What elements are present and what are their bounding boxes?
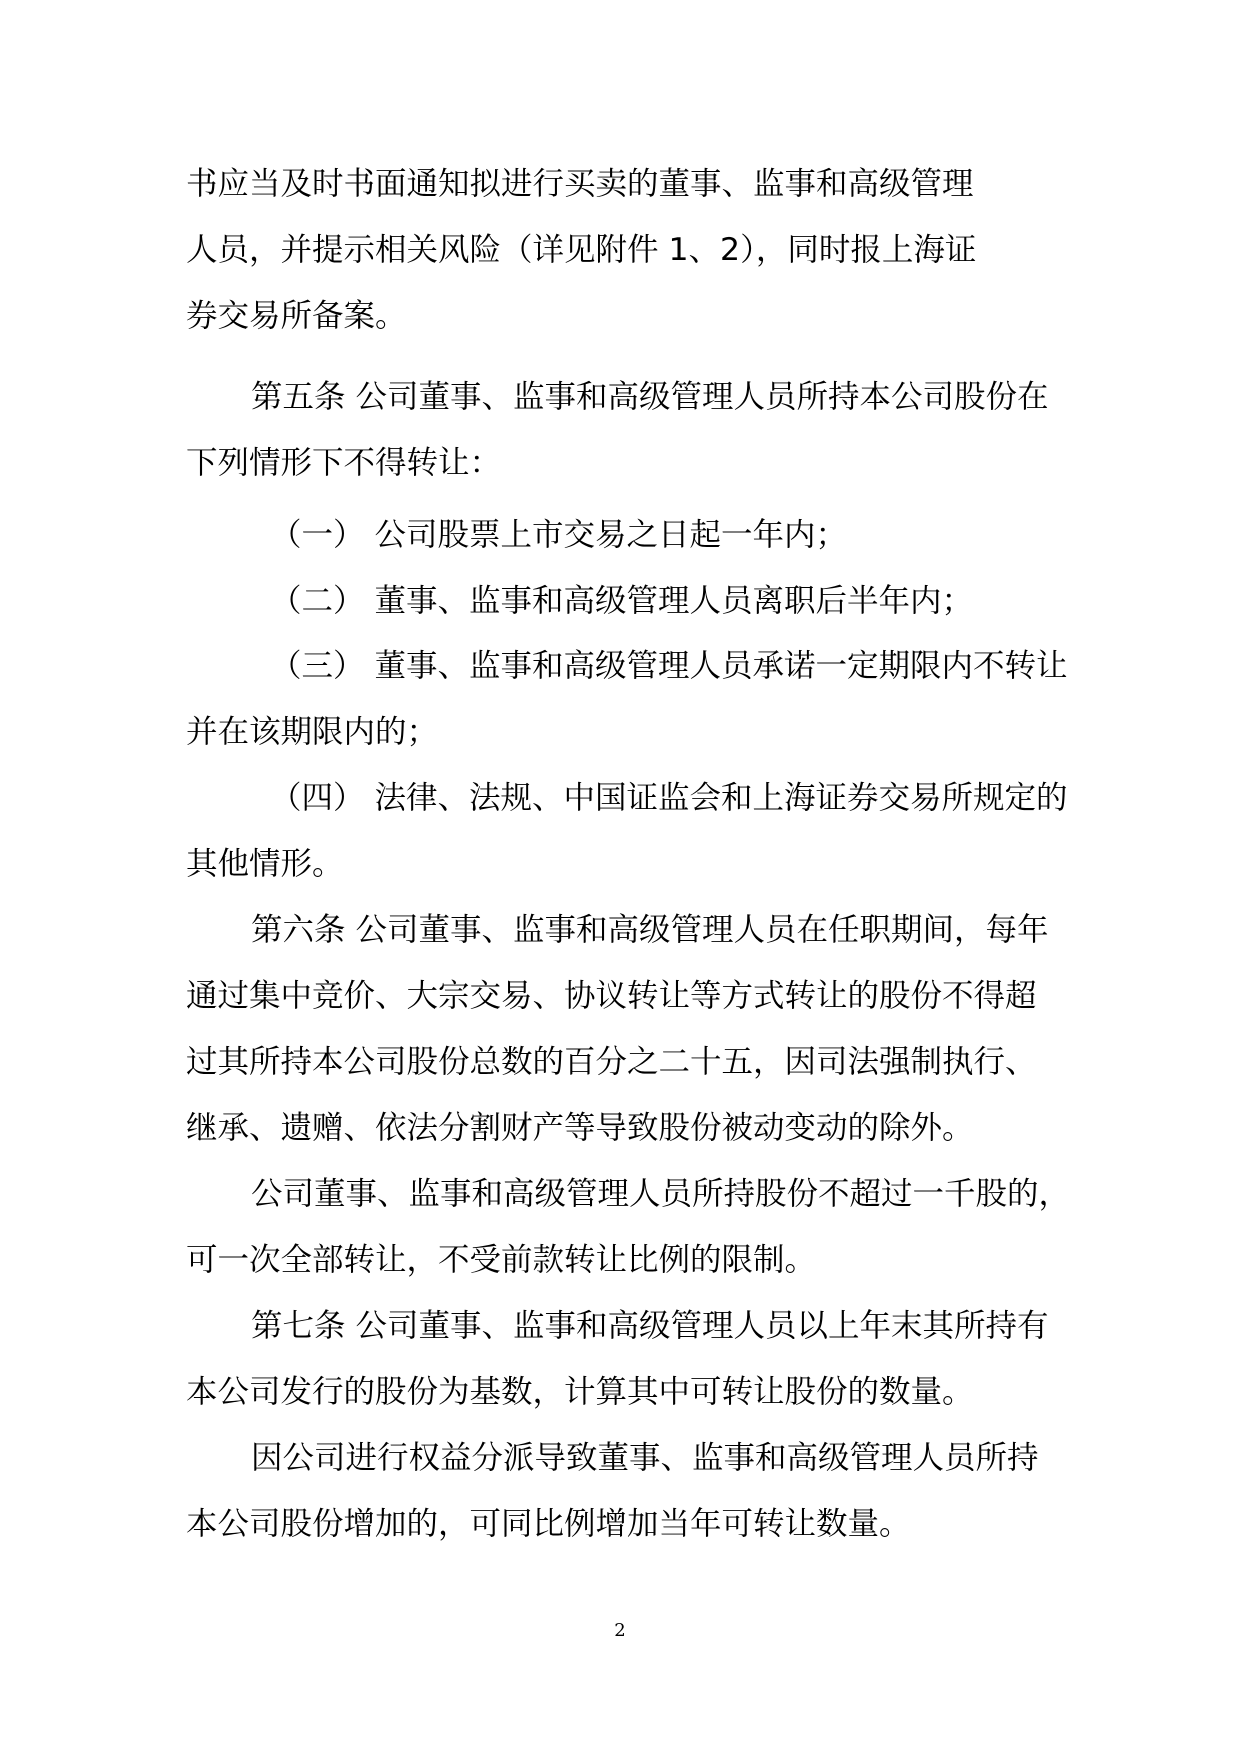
clause-3-line-2: 并在该期限内的； xyxy=(186,714,439,750)
article-6-line-1: 第六条 公司董事、监事和高级管理人员在任职期间，每年 xyxy=(251,912,1049,948)
text-line-2: 人员，并提示相关风险（详见附件 1、2），同时报上海证 xyxy=(186,232,977,268)
paragraph-line-1: 公司董事、监事和高级管理人员所持股份不超过一千股的， xyxy=(251,1176,1071,1212)
article-5-line-2: 下列情形下不得转让： xyxy=(186,445,502,481)
clause-4-line-2: 其他情形。 xyxy=(186,846,344,882)
paragraph-2-line-1: 因公司进行权益分派导致董事、监事和高级管理人员所持 xyxy=(251,1440,1039,1476)
page-number: 2 xyxy=(614,1620,626,1641)
text-line-1: 书应当及时书面通知拟进行买卖的董事、监事和高级管理 xyxy=(186,166,974,202)
article-7-line-2: 本公司发行的股份为基数，计算其中可转让股份的数量。 xyxy=(186,1374,974,1410)
text-line-3: 券交易所备案。 xyxy=(186,298,407,334)
clause-2: （二） 董事、监事和高级管理人员离职后半年内； xyxy=(270,583,974,619)
article-6-line-4: 继承、遗赠、依法分割财产等导致股份被动变动的除外。 xyxy=(186,1110,974,1146)
clause-4-line-1: （四） 法律、法规、中国证监会和上海证券交易所规定的 xyxy=(270,780,1068,816)
article-6-line-3: 过其所持本公司股份总数的百分之二十五，因司法强制执行、 xyxy=(186,1044,1037,1080)
clause-3-line-1: （三） 董事、监事和高级管理人员承诺一定期限内不转让 xyxy=(270,648,1068,684)
article-5-line-1: 第五条 公司董事、监事和高级管理人员所持本公司股份在 xyxy=(251,379,1049,415)
paragraph-2-line-2: 本公司股份增加的，可同比例增加当年可转让数量。 xyxy=(186,1506,911,1542)
paragraph-line-2: 可一次全部转让，不受前款转让比例的限制。 xyxy=(186,1242,817,1278)
clause-1: （一） 公司股票上市交易之日起一年内； xyxy=(270,517,848,553)
article-7-line-1: 第七条 公司董事、监事和高级管理人员以上年末其所持有 xyxy=(251,1308,1049,1344)
article-6-line-2: 通过集中竞价、大宗交易、协议转让等方式转让的股份不得超 xyxy=(186,978,1037,1014)
